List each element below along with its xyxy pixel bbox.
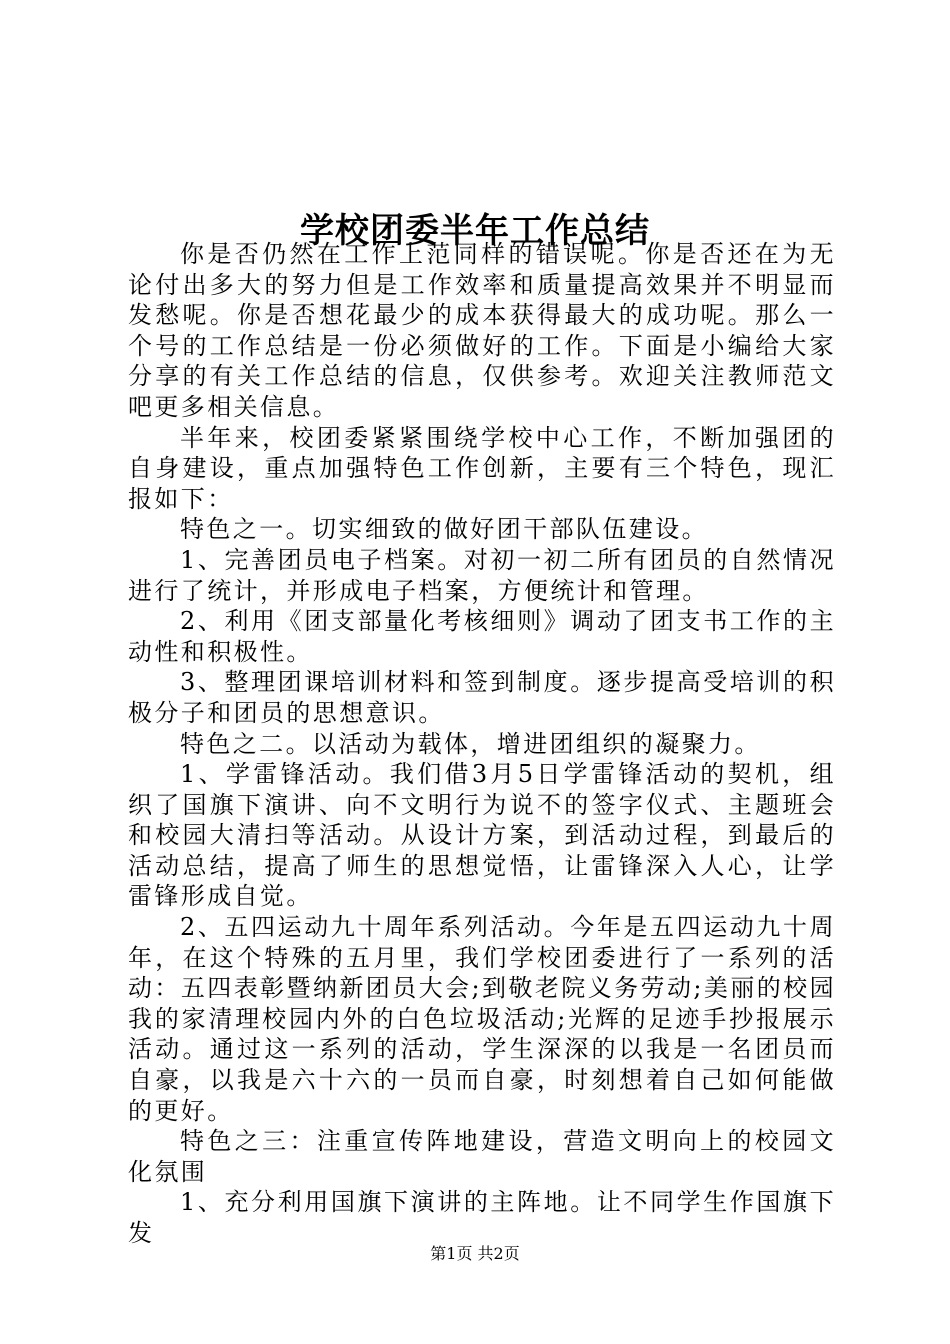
body-paragraph: 2、利用《团支部量化考核细则》调动了团支书工作的主动性和积极性。 [128,607,836,666]
body-paragraph: 半年来，校团委紧紧围绕学校中心工作，不断加强团的自身建设，重点加强特色工作创新，主要有三个特色，现汇报如下： [128,423,836,513]
body-paragraph: 1、充分利用国旗下演讲的主阵地。让不同学生作国旗下发 [128,1188,836,1247]
body-paragraph: 2、五四运动九十周年系列活动。今年是五四运动九十周年，在这个特殊的五月里，我们学校团委进行了一系列的活动：五四表彰暨纳新团员大会;到敬老院义务劳动;美丽的校园我的家清理校园内外的白色垃圾活动;光辉的足迹手抄报展示活动。通过这一系列的活动，学生深深的以我是一名团员而自豪，以我是六十六的一员而自豪，时刻想着自己如何能做的更好。 [128,913,836,1125]
document-body [128,239,836,1249]
document-title: 学校团委半年工作总结 [300,210,650,251]
body-paragraph: 你是否仍然在工作上范同样的错误呢。你是否还在为无论付出多大的努力但是工作效率和质量提高效果并不明显而发愁呢。你是否想花最少的成本获得最大的成功呢。那么一个号的工作总结是一份必须做好的工作。下面是小编给大家分享的有关工作总结的信息，仅供参考。欢迎关注教师范文吧更多相关信息。 [128,240,836,421]
body-paragraph: 1、完善团员电子档案。对初一初二所有团员的自然情况进行了统计，并形成电子档案，方便统计和管理。 [128,545,836,605]
page-number: 第1页 共2页 [430,1244,520,1263]
section-heading: 特色之二。以活动为载体，增进团组织的凝聚力。 [180,729,761,758]
body-paragraph: 1、学雷锋活动。我们借3月5日学雷锋活动的契机，组织了国旗下演讲、向不文明行为说不的签字仪式、主题班会和校园大清扫等活动。从设计方案，到活动过程，到最后的活动总结，提高了师生的思想觉悟，让雷锋深入人心，让学雷锋形成自觉。 [128,760,836,911]
body-paragraph: 3、整理团课培训材料和签到制度。逐步提高受培训的积极分子和团员的思想意识。 [128,668,836,727]
section-heading: 特色之三：注重宣传阵地建设，营造文明向上的校园文化氛围 [128,1127,836,1186]
section-heading: 特色之一。切实细致的做好团干部队伍建设。 [180,515,708,544]
